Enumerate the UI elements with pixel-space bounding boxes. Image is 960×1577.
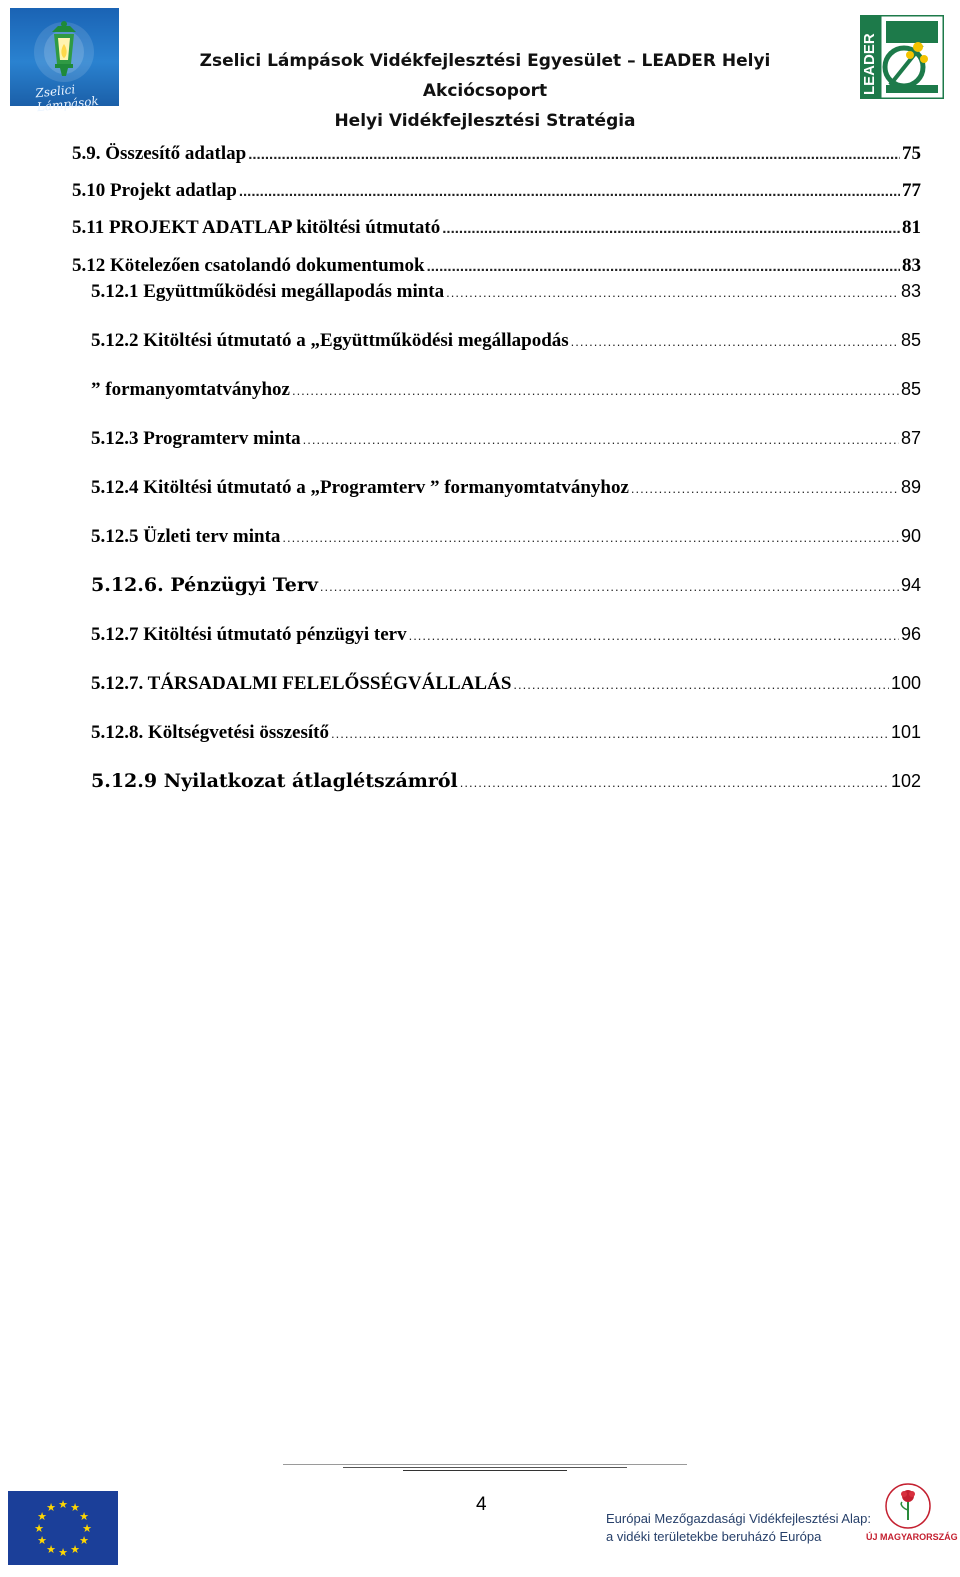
toc-entry-page: 90 [900, 526, 921, 546]
toc-entry-page: 87 [900, 428, 921, 448]
toc-entry[interactable] [91, 428, 921, 450]
toc-dot-leader [571, 334, 899, 349]
svg-text:★: ★ [46, 1501, 56, 1514]
toc-entry[interactable] [72, 217, 921, 239]
footer-divider [403, 1470, 567, 1471]
footer-divider [283, 1464, 687, 1465]
header-title-line1: Zselici Lámpások Vidékfejlesztési Egyesület – LEADER Helyi Akciócsoport [199, 51, 771, 101]
toc-entry[interactable] [91, 770, 921, 792]
toc-entry[interactable] [91, 281, 921, 303]
toc-entry-page: 96 [900, 624, 921, 644]
fund-statement [606, 1510, 871, 1546]
toc-entry-label: 5.12.8. Költségvetési összesítő [91, 722, 329, 743]
toc-entry-page: 94 [900, 575, 921, 595]
logo-script-text: Zselici Lámpások [34, 82, 100, 115]
header-title-line2: Helyi Vidékfejlesztési Stratégia [334, 111, 636, 131]
toc-dot-leader [427, 258, 900, 275]
toc-entry[interactable] [72, 180, 921, 202]
svg-text:★: ★ [79, 1534, 89, 1547]
toc-dot-leader [631, 481, 899, 496]
toc-entry[interactable] [72, 255, 921, 277]
header-titles [140, 46, 830, 136]
toc-entry-label: 5.12.7. TÁRSADALMI FELELŐSSÉGVÁLLALÁS [91, 673, 512, 694]
svg-text:★: ★ [34, 1522, 44, 1535]
toc-dot-leader [409, 628, 899, 643]
fund-line1: Európai Mezőgazdasági Vidékfejlesztési Alap: [606, 1511, 871, 1526]
toc-dot-leader [442, 220, 900, 237]
toc-dot-leader [248, 146, 900, 163]
toc-entry[interactable] [72, 143, 921, 165]
leader-logo-text: LEADER [861, 33, 878, 95]
toc-entry-label: 5.12.6. Pénzügyi Terv [91, 574, 318, 596]
svg-text:★: ★ [37, 1534, 47, 1547]
toc-entry-page: 85 [900, 379, 921, 399]
eu-flag-icon [8, 1491, 118, 1565]
toc-entry[interactable] [91, 574, 921, 596]
toc-dot-leader [320, 579, 899, 594]
toc-entry-page: 101 [890, 722, 921, 742]
lantern-logo-icon [10, 8, 119, 115]
svg-text:★: ★ [58, 1498, 68, 1511]
toc-entry-page: 100 [890, 673, 921, 693]
page-header [0, 0, 960, 131]
toc-entry[interactable] [91, 722, 921, 744]
toc-entry[interactable] [91, 477, 921, 499]
svg-text:★: ★ [79, 1510, 89, 1523]
toc-entry-label: 5.12.2 Kitöltési útmutató a „Együttműködési megállapodás [91, 330, 569, 351]
svg-text:★: ★ [58, 1546, 68, 1559]
toc-dot-leader [446, 285, 899, 300]
uj-magyarorszag-text: ÚJ MAGYARORSZÁG [866, 1532, 958, 1542]
svg-text:★: ★ [70, 1501, 80, 1514]
uj-magyarorszag-logo-icon [866, 1480, 958, 1560]
toc-dot-leader [303, 432, 899, 447]
toc-entry-page: 75 [902, 143, 921, 164]
toc-entry-label: 5.12.7 Kitöltési útmutató pénzügyi terv [91, 624, 407, 645]
toc-entry-page: 85 [900, 330, 921, 350]
toc-entry[interactable] [91, 673, 921, 695]
page-number: 4 [476, 1494, 487, 1515]
toc-entry[interactable] [91, 330, 921, 352]
svg-text:★: ★ [82, 1522, 92, 1535]
toc-dot-leader [292, 383, 899, 398]
toc-entry-label: 5.12.9 Nyilatkozat átlaglétszámról [91, 770, 458, 792]
fund-line2: a vidéki területekbe beruházó Európa [606, 1529, 822, 1544]
toc-dot-leader [460, 775, 889, 790]
toc-entry-label: 5.12.5 Üzleti terv minta [91, 526, 281, 547]
toc-dot-leader [239, 183, 900, 200]
toc-entry-label: 5.12.3 Programterv minta [91, 428, 301, 449]
svg-text:★: ★ [46, 1543, 56, 1556]
footer-divider [343, 1467, 627, 1468]
toc-entry-label: 5.11 PROJEKT ADATLAP kitöltési útmutató [72, 217, 441, 238]
toc-entry-page: 81 [902, 217, 921, 238]
toc-entry-page: 77 [902, 180, 921, 201]
toc-entry-label: 5.12 Kötelezően csatolandó dokumentumok [72, 255, 425, 276]
toc-entry-page: 89 [900, 477, 921, 497]
svg-text:★: ★ [70, 1543, 80, 1556]
toc-entry-page: 102 [890, 771, 921, 791]
toc-dot-leader [282, 530, 899, 545]
leader-logo-icon [860, 15, 944, 99]
toc-entry-label: 5.10 Projekt adatlap [72, 180, 237, 201]
toc-entry-label: 5.12.4 Kitöltési útmutató a „Programterv ” formanyomtatványhoz [91, 477, 629, 498]
toc-entry-label: ” formanyomtatványhoz [91, 379, 290, 400]
toc-dot-leader [513, 677, 889, 692]
toc-entry-page: 83 [900, 281, 921, 301]
toc-entry-label: 5.9. Összesítő adatlap [72, 143, 247, 164]
toc-entry-page: 83 [902, 255, 921, 276]
toc-entry[interactable] [91, 379, 921, 401]
toc-entry[interactable] [91, 624, 921, 646]
toc-entry-label: 5.12.1 Együttműködési megállapodás minta [91, 281, 445, 302]
svg-text:★: ★ [37, 1510, 47, 1523]
toc-entry[interactable] [91, 526, 921, 548]
toc-dot-leader [331, 726, 889, 741]
